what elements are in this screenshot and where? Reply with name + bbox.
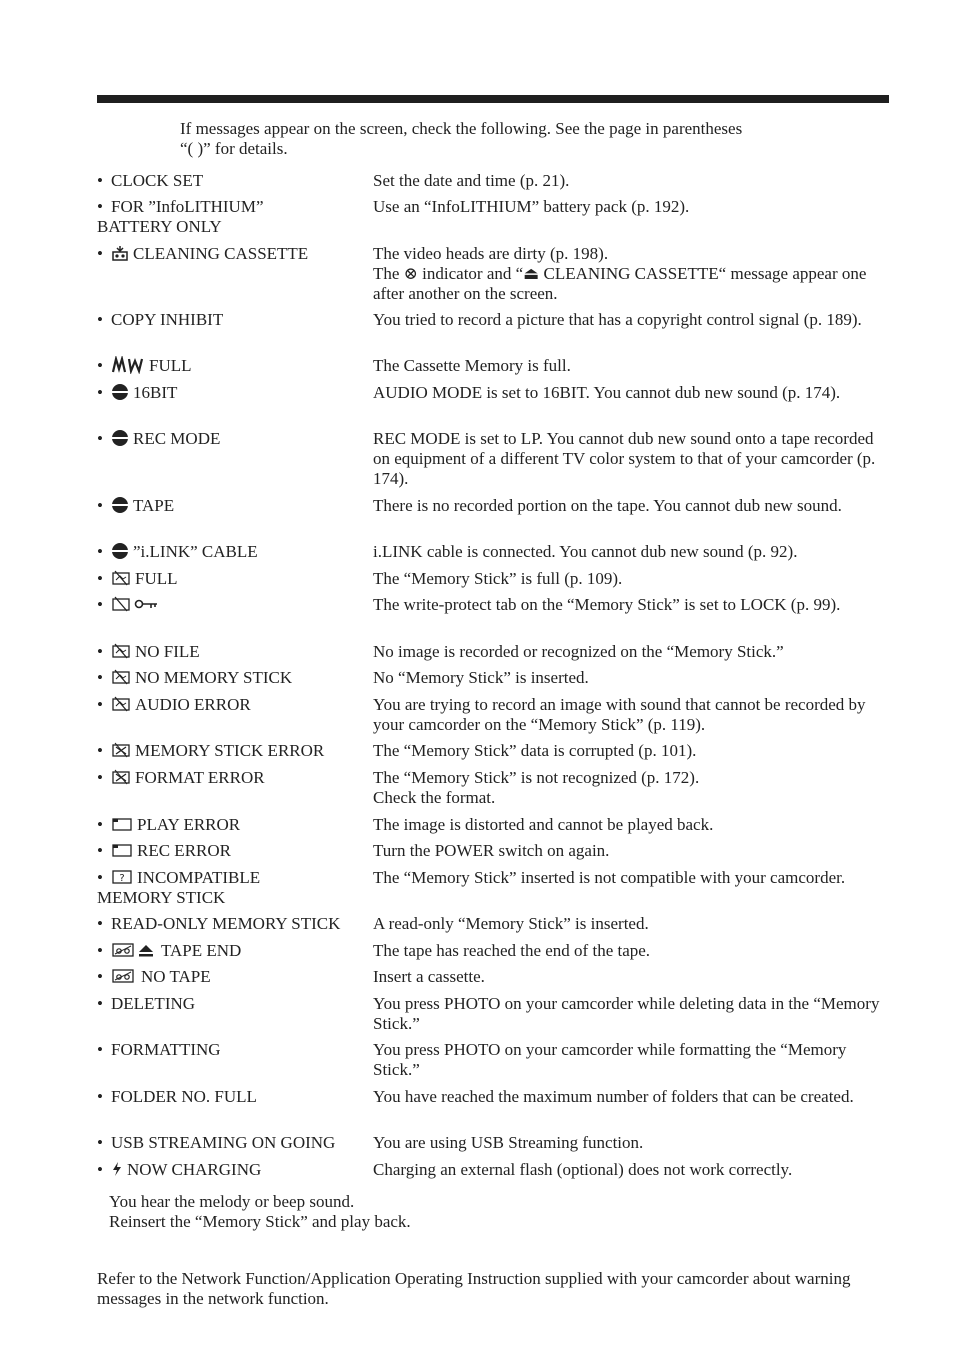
- message-label: NOW CHARGING: [127, 1160, 262, 1179]
- message-cell: [97, 695, 373, 741]
- message-label: REC ERROR: [137, 841, 231, 860]
- description-line: The “Memory Stick” data is corrupted (p. 101).: [373, 741, 697, 760]
- bullet: •: [97, 171, 103, 190]
- audio-dub-icon: [111, 542, 129, 560]
- memory-stick-icon: [111, 669, 131, 685]
- network-note: Refer to the Network Function/Application Operating Instruction supplied with your camcorder about warning messages in the network function.: [97, 1269, 851, 1308]
- message-description: [373, 569, 889, 595]
- message-description: [373, 914, 889, 941]
- message-row: [97, 542, 889, 569]
- image-frame-icon: [111, 842, 133, 858]
- message-row: [97, 967, 889, 994]
- description-line: The “Memory Stick” is not recognized (p. 172).: [373, 768, 700, 787]
- message-cell: [97, 542, 373, 569]
- bullet: •: [97, 967, 103, 986]
- memory-stick-error-icon: [111, 769, 131, 785]
- bullet: •: [97, 941, 103, 960]
- description-line: The “Memory Stick” inserted is not compatible with your camcorder.: [373, 868, 846, 887]
- message-cell: [97, 994, 373, 1040]
- message-row: [97, 1133, 889, 1160]
- message-description: [373, 197, 889, 244]
- message-cell: [97, 1160, 373, 1186]
- description-line: You have reached the maximum number of folders that can be created.: [373, 1087, 854, 1106]
- message-cell: [97, 668, 373, 695]
- bullet: •: [97, 1040, 103, 1059]
- message-description: [373, 542, 889, 569]
- tape-eject-icon: [111, 942, 157, 958]
- description-line: The image is distorted and cannot be played back.: [373, 815, 714, 834]
- message-row: [97, 429, 889, 496]
- memory-stick-key-icon: [111, 596, 159, 612]
- message-row: [97, 914, 889, 941]
- message-description: [373, 1087, 889, 1133]
- message-row: [97, 1040, 889, 1087]
- description-line: There is no recorded portion on the tape. You cannot dub new sound.: [373, 496, 842, 515]
- message-description: [373, 496, 889, 542]
- message-row: [97, 356, 889, 383]
- message-label: TAPE END: [161, 941, 242, 960]
- message-description: [373, 994, 889, 1040]
- message-cell: [97, 967, 373, 994]
- section-header-rule: [97, 95, 889, 103]
- description-line: No image is recorded or recognized on the “Memory Stick.”: [373, 642, 784, 661]
- intro-text: [180, 119, 880, 159]
- message-row: [97, 994, 889, 1040]
- message-label: FOLDER NO. FULL: [111, 1087, 257, 1106]
- melody-note: [109, 1192, 869, 1232]
- memory-stick-icon: [111, 643, 131, 659]
- message-row: [97, 171, 889, 197]
- message-label: TAPE: [133, 496, 175, 515]
- audio-dub-icon: [111, 496, 129, 514]
- bullet: •: [97, 994, 103, 1013]
- description-line: You are using USB Streaming function.: [373, 1133, 644, 1152]
- description-line: You press PHOTO on your camcorder while deleting data in the “Memory Stick.”: [373, 994, 880, 1033]
- cassette-memory-icon: [111, 356, 145, 374]
- message-description: [373, 841, 889, 868]
- intro-line-2: “( )” for details.: [180, 139, 288, 158]
- message-row: [97, 941, 889, 967]
- memory-stick-icon: [111, 570, 131, 586]
- message-description: [373, 967, 889, 994]
- message-description: [373, 356, 889, 383]
- description-line: The tape has reached the end of the tape.: [373, 941, 651, 960]
- message-description: [373, 244, 889, 310]
- message-description: [373, 429, 889, 496]
- description-line: You are trying to record an image with sound that cannot be recorded by your camcorder on the “Memory Stick” (p. 119).: [373, 695, 866, 734]
- message-description: [373, 695, 889, 741]
- message-description: [373, 595, 889, 642]
- message-label: 16BIT: [133, 383, 178, 402]
- memory-stick-error-icon: [111, 742, 131, 758]
- message-description: [373, 1160, 889, 1186]
- description-line: The “Memory Stick” is full (p. 109).: [373, 569, 623, 588]
- flash-icon: [111, 1161, 123, 1177]
- message-cell: [97, 244, 373, 310]
- message-label: FORMATTING: [111, 1040, 221, 1059]
- message-label: ”i.LINK” CABLE: [133, 542, 258, 561]
- message-label: NO TAPE: [141, 967, 211, 986]
- description-line: Insert a cassette.: [373, 967, 485, 986]
- message-cell: [97, 171, 373, 197]
- description-line: Turn the POWER switch on again.: [373, 841, 610, 860]
- description-line: The write-protect tab on the “Memory Stick” is set to LOCK (p. 99).: [373, 595, 841, 614]
- message-row: [97, 768, 889, 815]
- warning-messages-table: [97, 171, 889, 1186]
- message-row: [97, 197, 889, 244]
- bullet: •: [97, 1160, 103, 1179]
- message-cell: [97, 815, 373, 841]
- description-line: The video heads are dirty (p. 198).: [373, 244, 609, 263]
- message-cell: [97, 1087, 373, 1133]
- memory-stick-icon: [111, 696, 131, 712]
- bullet: •: [97, 429, 103, 448]
- message-label: FULL: [135, 569, 178, 588]
- message-description: [373, 815, 889, 841]
- description-line: Charging an external flash (optional) does not work correctly.: [373, 1160, 793, 1179]
- bullet: •: [97, 741, 103, 760]
- message-description: [373, 310, 889, 356]
- message-row: [97, 383, 889, 429]
- message-row: [97, 244, 889, 310]
- message-cell: [97, 595, 373, 642]
- svg-text:?: ?: [119, 873, 125, 885]
- message-row: [97, 310, 889, 356]
- bullet: •: [97, 244, 103, 263]
- bullet: •: [97, 496, 103, 515]
- message-row: [97, 1160, 889, 1186]
- message-label: DELETING: [111, 994, 196, 1013]
- message-cell: [97, 356, 373, 383]
- message-label: COPY INHIBIT: [111, 310, 224, 329]
- message-cell: [97, 496, 373, 542]
- bullet: •: [97, 542, 103, 561]
- message-cell: [97, 569, 373, 595]
- message-cell: [97, 197, 373, 244]
- bullet: •: [97, 768, 103, 787]
- bullet: •: [97, 356, 103, 375]
- description-line: No “Memory Stick” is inserted.: [373, 668, 589, 687]
- bullet: •: [97, 1133, 103, 1152]
- message-row: [97, 741, 889, 768]
- message-cell: [97, 310, 373, 356]
- message-cell: [97, 941, 373, 967]
- message-row: [97, 595, 889, 642]
- message-cell: [97, 768, 373, 815]
- bullet: •: [97, 310, 103, 329]
- melody-note-line-1: You hear the melody or beep sound.: [109, 1192, 355, 1211]
- message-description: [373, 383, 889, 429]
- message-row: [97, 815, 889, 841]
- description-line: Use an “InfoLITHIUM” battery pack (p. 192).: [373, 197, 690, 216]
- message-cell: [97, 642, 373, 668]
- description-line: You tried to record a picture that has a copyright control signal (p. 189).: [373, 310, 862, 329]
- message-row: [97, 841, 889, 868]
- message-description: [373, 1133, 889, 1160]
- message-cell: [97, 429, 373, 496]
- message-description: [373, 668, 889, 695]
- message-cell: [97, 1040, 373, 1087]
- message-label: AUDIO ERROR: [135, 695, 251, 714]
- message-cell: [97, 741, 373, 768]
- description-line: AUDIO MODE is set to 16BIT. You cannot dub new sound (p. 174).: [373, 383, 841, 402]
- message-cell: [97, 868, 373, 914]
- message-description: [373, 868, 889, 914]
- description-line: REC MODE is set to LP. You cannot dub new sound onto a tape recorded on equipment of a different TV color system to that of your camcorder (p. 174).: [373, 429, 876, 488]
- image-frame-icon: [111, 816, 133, 832]
- message-label: FORMAT ERROR: [135, 768, 265, 787]
- message-cell: [97, 841, 373, 868]
- description-line: Set the date and time (p. 21).: [373, 171, 570, 190]
- bullet: •: [97, 695, 103, 714]
- bullet: •: [97, 668, 103, 687]
- description-line: You press PHOTO on your camcorder while formatting the “Memory Stick.”: [373, 1040, 847, 1079]
- message-row: [97, 668, 889, 695]
- message-label: NO MEMORY STICK: [135, 668, 293, 687]
- bullet: •: [97, 1087, 103, 1106]
- message-label: USB STREAMING ON GOING: [111, 1133, 336, 1152]
- bullet: •: [97, 841, 103, 860]
- bullet: •: [97, 197, 103, 216]
- bullet: •: [97, 914, 103, 933]
- message-cell: [97, 1133, 373, 1160]
- message-row: [97, 569, 889, 595]
- description-line: The ⊗ indicator and “⏏ CLEANING CASSETTE“ message appear one after another on the screen.: [373, 264, 867, 303]
- tape-icon: [111, 968, 137, 984]
- audio-dub-icon: [111, 383, 129, 401]
- message-label: PLAY ERROR: [137, 815, 241, 834]
- message-description: [373, 768, 889, 815]
- audio-dub-icon: [111, 429, 129, 447]
- message-description: [373, 171, 889, 197]
- bullet: •: [97, 868, 103, 887]
- message-label: FULL: [149, 356, 192, 375]
- message-row: [97, 1087, 889, 1133]
- bullet: •: [97, 642, 103, 661]
- intro-line-1: If messages appear on the screen, check the following. See the page in parentheses: [180, 119, 743, 138]
- message-row: [97, 695, 889, 741]
- description-line: i.LINK cable is connected. You cannot dub new sound (p. 92).: [373, 542, 798, 561]
- message-label: MEMORY STICK ERROR: [135, 741, 325, 760]
- description-line: A read-only “Memory Stick” is inserted.: [373, 914, 649, 933]
- message-label: NO FILE: [135, 642, 200, 661]
- message-label: INCOMPATIBLE MEMORY STICK: [97, 868, 261, 907]
- melody-note-line-2: Reinsert the “Memory Stick” and play back.: [109, 1212, 411, 1231]
- bullet: •: [97, 595, 103, 614]
- message-cell: [97, 383, 373, 429]
- description-line: The Cassette Memory is full.: [373, 356, 571, 375]
- message-label: READ-ONLY MEMORY STICK: [111, 914, 341, 933]
- message-description: [373, 941, 889, 967]
- message-label: CLEANING CASSETTE: [133, 244, 309, 263]
- message-description: [373, 1040, 889, 1087]
- message-label: CLOCK SET: [111, 171, 204, 190]
- bullet: •: [97, 383, 103, 402]
- message-cell: [97, 914, 373, 941]
- bullet: •: [97, 569, 103, 588]
- bullet: •: [97, 815, 103, 834]
- message-row: [97, 496, 889, 542]
- message-row: [97, 642, 889, 668]
- message-description: [373, 741, 889, 768]
- message-label: REC MODE: [133, 429, 221, 448]
- description-line: Check the format.: [373, 788, 496, 807]
- incompatible-stick-icon: [111, 869, 133, 885]
- message-description: [373, 642, 889, 668]
- message-label: FOR ”InfoLITHIUM” BATTERY ONLY: [97, 197, 264, 236]
- message-row: [97, 868, 889, 914]
- cleaning-cassette-icon: [111, 245, 129, 261]
